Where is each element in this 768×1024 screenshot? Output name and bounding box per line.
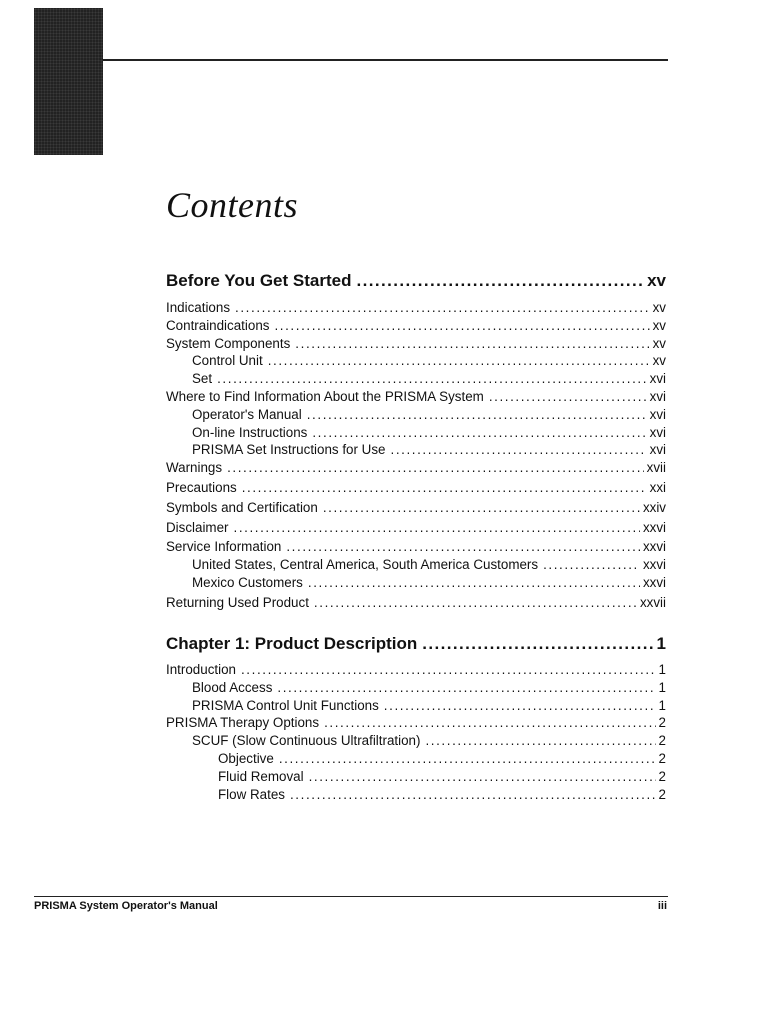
toc-entry[interactable] bbox=[166, 662, 666, 680]
toc-entry[interactable] bbox=[166, 300, 666, 318]
toc-entry-label: Warnings bbox=[166, 460, 223, 476]
leader-dots bbox=[356, 271, 644, 291]
toc-entry-page: 1 bbox=[658, 662, 666, 677]
toc-heading[interactable] bbox=[166, 634, 666, 656]
toc-entry-page: xvi bbox=[649, 424, 666, 440]
toc-entry[interactable] bbox=[166, 318, 666, 336]
toc-entry[interactable] bbox=[166, 460, 666, 478]
leader-dots bbox=[543, 557, 640, 572]
leader-dots bbox=[242, 480, 647, 495]
toc-entry-label: United States, Central America, South America Customers bbox=[192, 557, 539, 573]
toc-section-chapter-1 bbox=[166, 634, 666, 656]
toc-entry-label: Service Information bbox=[166, 539, 282, 555]
toc-heading-label: Chapter 1: Product Description bbox=[166, 634, 418, 653]
leader-dots bbox=[422, 634, 653, 654]
toc-entry[interactable] bbox=[166, 769, 666, 787]
toc-entry[interactable] bbox=[166, 336, 666, 354]
toc-entry[interactable] bbox=[166, 407, 666, 425]
toc-entry-page: xv bbox=[652, 317, 666, 333]
leader-dots bbox=[277, 680, 655, 695]
leader-dots bbox=[290, 787, 656, 802]
toc-entry-page: 2 bbox=[658, 768, 666, 784]
toc-entry[interactable] bbox=[166, 698, 666, 716]
toc-entry-page: xxvi bbox=[642, 519, 666, 535]
toc-entry-page: xv bbox=[652, 300, 666, 315]
leader-dots bbox=[324, 715, 655, 730]
toc-entry-page: 2 bbox=[658, 733, 666, 749]
toc-entry-label: Returning Used Product bbox=[166, 594, 309, 610]
toc-entry-page: 1 bbox=[658, 679, 666, 695]
leader-dots bbox=[391, 442, 647, 457]
toc-entry[interactable] bbox=[166, 353, 666, 371]
toc-entry-label: Precautions bbox=[166, 479, 237, 495]
toc-entry[interactable] bbox=[166, 787, 666, 805]
header-rule bbox=[103, 59, 668, 61]
toc-entry-label: Control Unit bbox=[192, 353, 263, 369]
leader-dots bbox=[268, 353, 650, 368]
toc-entry-page: xvi bbox=[649, 442, 666, 458]
leader-dots bbox=[274, 318, 649, 333]
toc-entry-page: xvi bbox=[649, 388, 666, 404]
toc-heading-label: Before You Get Started bbox=[166, 271, 352, 290]
toc-entry[interactable] bbox=[166, 680, 666, 698]
toc-entry-label: Operator's Manual bbox=[192, 406, 302, 422]
leader-dots bbox=[312, 425, 646, 440]
toc-entry-label: Mexico Customers bbox=[192, 574, 303, 590]
toc-entry[interactable] bbox=[166, 371, 666, 389]
leader-dots bbox=[227, 460, 644, 475]
leader-dots bbox=[425, 733, 655, 748]
leader-dots bbox=[489, 389, 647, 404]
leader-dots bbox=[308, 575, 640, 590]
toc-list-before-you-get-started bbox=[166, 300, 666, 613]
toc-entry-label: Objective bbox=[218, 750, 274, 766]
toc-entry-page: xxiv bbox=[642, 499, 666, 515]
toc-entry-page: 1 bbox=[658, 697, 666, 713]
toc-entry[interactable] bbox=[166, 480, 666, 498]
leader-dots bbox=[384, 698, 656, 713]
toc-entry-page: 2 bbox=[658, 715, 666, 731]
leader-dots bbox=[286, 539, 640, 554]
leader-dots bbox=[279, 751, 656, 766]
leader-dots bbox=[314, 595, 637, 610]
toc-entry-page: xvi bbox=[649, 371, 666, 387]
leader-dots bbox=[323, 500, 640, 515]
toc-entry[interactable] bbox=[166, 389, 666, 407]
toc-entry-label: PRISMA Therapy Options bbox=[166, 715, 320, 731]
toc-heading-page: 1 bbox=[656, 634, 666, 653]
toc-entry-label: PRISMA Control Unit Functions bbox=[192, 697, 379, 713]
toc-entry-label: Introduction bbox=[166, 662, 236, 677]
chapter-tab-block bbox=[34, 8, 103, 155]
toc-entry-page: 2 bbox=[658, 786, 666, 802]
toc-entry-label: Disclaimer bbox=[166, 519, 229, 535]
footer-page-number: iii bbox=[657, 900, 667, 912]
footer-rule bbox=[34, 896, 668, 897]
toc-entry[interactable] bbox=[166, 715, 666, 733]
footer-manual-title: PRISMA System Operator's Manual bbox=[34, 900, 218, 912]
toc-section-before-you-get-started bbox=[166, 271, 666, 293]
toc-heading-page: xv bbox=[647, 271, 666, 290]
leader-dots bbox=[235, 300, 650, 315]
toc-entry[interactable] bbox=[166, 751, 666, 769]
leader-dots bbox=[309, 769, 656, 784]
toc-entry-page: xxi bbox=[649, 479, 666, 495]
toc-entry-label: Where to Find Information About the PRISMA System bbox=[166, 388, 484, 404]
toc-entry[interactable] bbox=[166, 425, 666, 443]
leader-dots bbox=[307, 407, 647, 422]
leader-dots bbox=[217, 371, 647, 386]
toc-entry-page: xxvi bbox=[642, 539, 666, 555]
toc-entry-page: xxvii bbox=[639, 594, 666, 610]
toc-entry-page: xvii bbox=[646, 460, 666, 476]
toc-entry-page: xxvi bbox=[642, 574, 666, 590]
toc-entry-page: 2 bbox=[658, 750, 666, 766]
leader-dots bbox=[234, 520, 640, 535]
toc-heading[interactable] bbox=[166, 271, 666, 293]
toc-entry[interactable] bbox=[166, 557, 666, 575]
leader-dots bbox=[295, 336, 649, 351]
toc-entry-label: Contraindications bbox=[166, 317, 270, 333]
toc-entry-page: xv bbox=[652, 335, 666, 351]
toc-entry-label: SCUF (Slow Continuous Ultrafiltration) bbox=[192, 733, 421, 749]
toc-entry-label: Blood Access bbox=[192, 679, 273, 695]
toc-entry[interactable] bbox=[166, 539, 666, 557]
toc-entry-page: xxvi bbox=[642, 557, 666, 573]
toc-entry[interactable] bbox=[166, 442, 666, 460]
toc-entry[interactable] bbox=[166, 500, 666, 518]
toc-entry-page: xvi bbox=[649, 406, 666, 422]
toc-entry-label: PRISMA Set Instructions for Use bbox=[192, 442, 386, 458]
toc-entry-label: Symbols and Certification bbox=[166, 499, 318, 515]
toc-entry-page: xv bbox=[652, 353, 666, 369]
toc-entry[interactable] bbox=[166, 520, 666, 538]
toc-entry-label: Fluid Removal bbox=[218, 768, 304, 784]
toc-entry-label: System Components bbox=[166, 335, 291, 351]
toc-entry-label: Set bbox=[192, 371, 213, 387]
leader-dots bbox=[241, 662, 656, 677]
toc-list-chapter-1 bbox=[166, 662, 666, 804]
toc-entry-label: On-line Instructions bbox=[192, 424, 308, 440]
toc-entry[interactable] bbox=[166, 595, 666, 613]
toc-entry[interactable] bbox=[166, 733, 666, 751]
toc-entry-label: Flow Rates bbox=[218, 786, 285, 802]
toc-entry[interactable] bbox=[166, 575, 666, 593]
toc-entry-label: Indications bbox=[166, 300, 231, 315]
page-title: Contents bbox=[166, 185, 299, 225]
